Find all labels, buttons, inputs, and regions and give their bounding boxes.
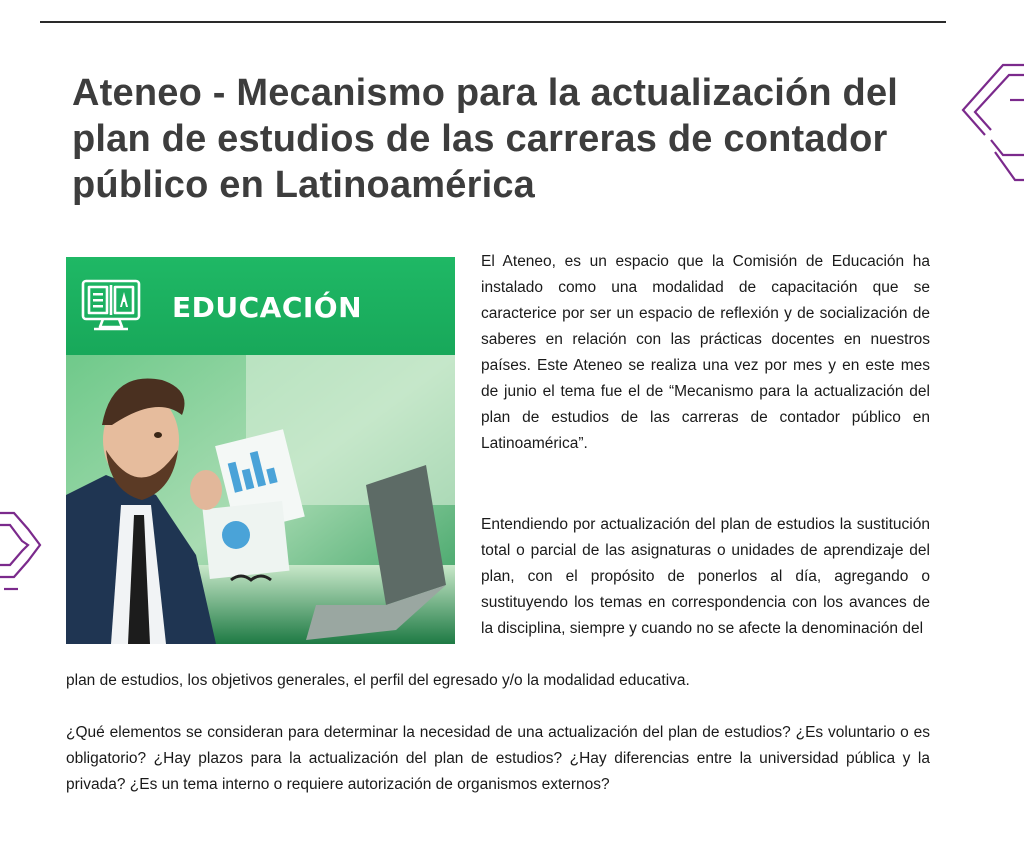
questions-paragraph: ¿Qué elementos se consideran para determinar la necesidad de una actualización del plan de estudios? ¿Es voluntario o es obligatorio? ¿Hay plazos para la actualización del plan de estudios? ¿Hay diferencias entre la universidad pública y la privada? ¿Es un tema interno o requiere autorización de organismos externos? — [66, 724, 930, 793]
definition-paragraph: Entendiendo por actualización del plan de estudios la sustitución total o parcial de las asignaturas o unidades de aprendizaje del plan, con el propósito de ponerlos al día, agregando o sustituyendo los temas en correspondencia con los avances de la disciplina, siempre y cuando no se afecte la denominación del — [481, 516, 930, 637]
header-rule — [40, 21, 946, 23]
education-hero-image — [66, 257, 455, 644]
man-with-charts-photo — [66, 355, 455, 644]
banner-label: EDUCACIÓN — [172, 291, 363, 324]
definition-paragraph-continued: plan de estudios, los objetivos generales, el perfil del egresado y/o la modalidad educativa. — [66, 672, 690, 689]
intro-paragraph: El Ateneo, es un espacio que la Comisión de Educación ha instalado como una modalidad de capacitación que se caracterice por ser un espacio de reflexión y de socialización de saberes en relación con las prácticas docentes en nuestros países. Este Ateneo se realiza una vez por mes y en este mes de junio el tema fue el de “Mecanismo para la actualización del plan de estudios de las carreras de contador público en Latinoamérica”. — [481, 253, 930, 452]
geometric-chevron-decoration-left — [0, 505, 44, 595]
geometric-chevron-decoration — [955, 60, 1024, 185]
book-monitor-icon — [80, 277, 142, 335]
page-title: Ateneo - Mecanismo para la actualización del plan de estudios de las carreras de contador público en Latinoamérica — [72, 72, 899, 206]
education-banner — [66, 257, 455, 355]
